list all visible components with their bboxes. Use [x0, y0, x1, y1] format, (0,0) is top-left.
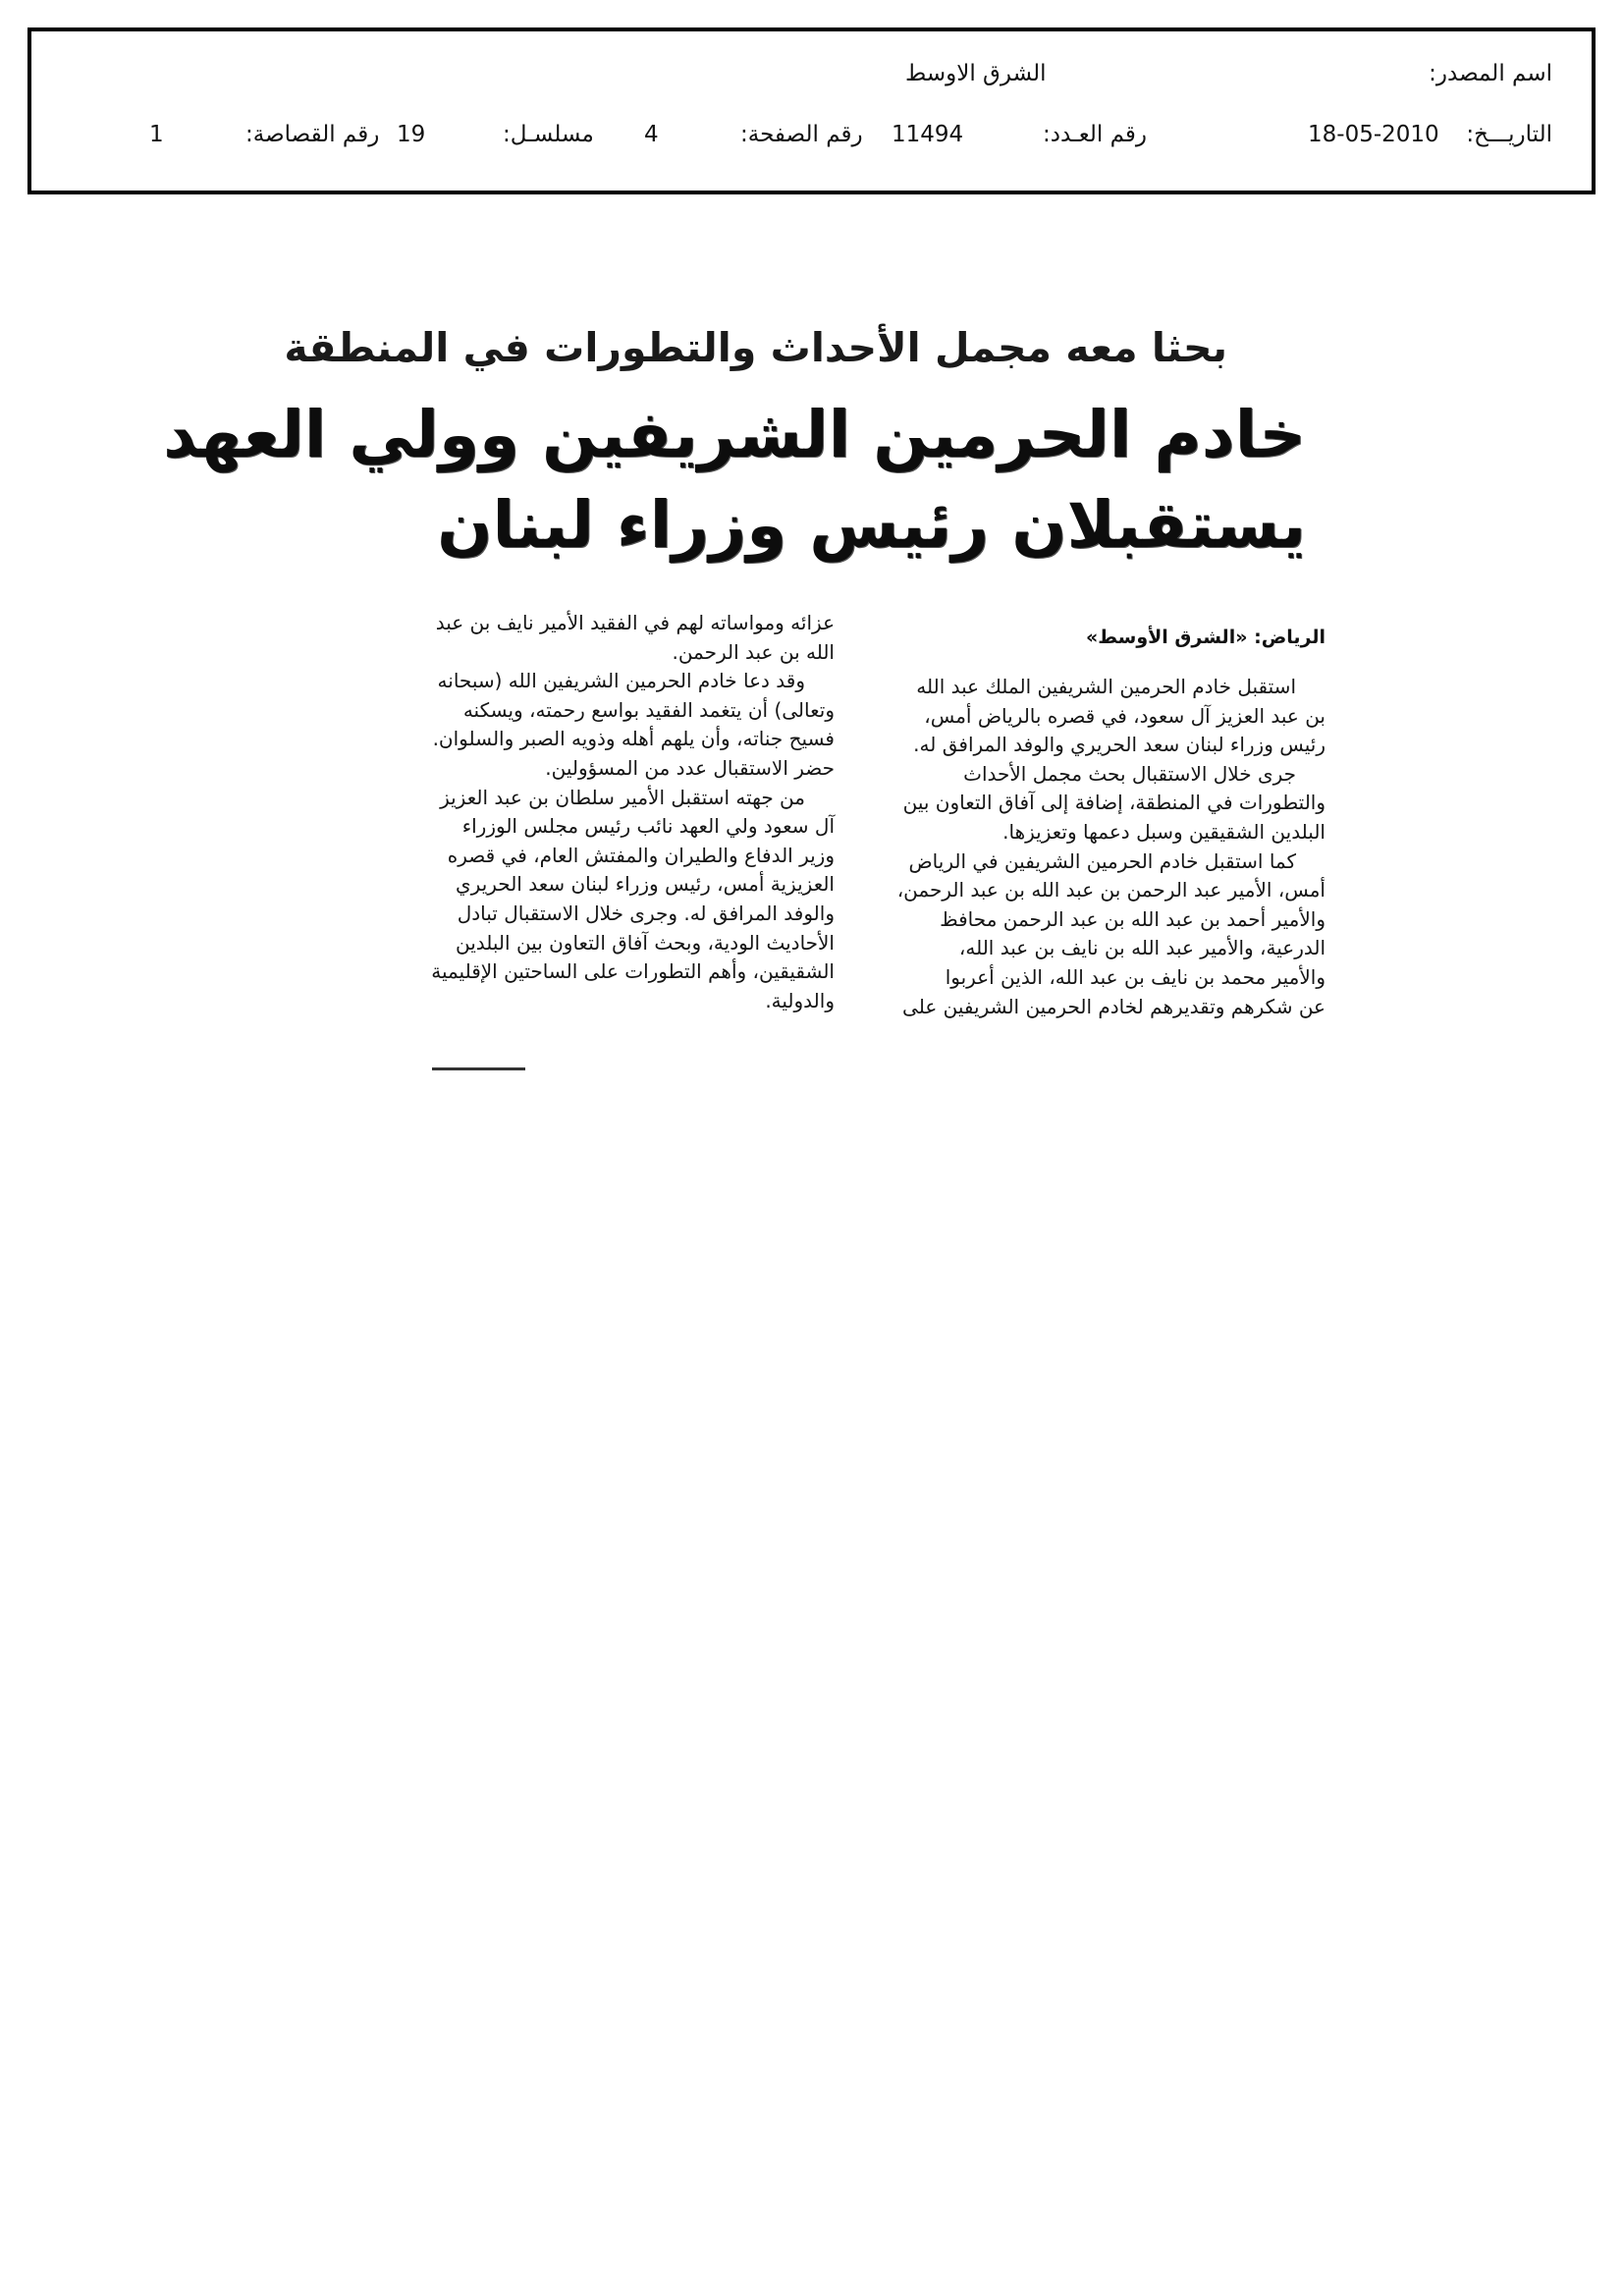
- body-line: الأحاديث الودية، وبحث آفاق التعاون بين البلدين: [455, 930, 835, 955]
- body-line: وزير الدفاع والطيران والمفتش العام، في قصره: [447, 843, 835, 867]
- article-dateline: الرياض: «الشرق الأوسط»: [1086, 627, 1325, 648]
- body-line: وقد دعا خادم الحرمين الشريفين الله (سبحانه: [437, 669, 805, 693]
- body-line: عن شكرهم وتقديرهم لخادم الحرمين الشريفين على: [902, 994, 1325, 1018]
- body-line: فسيح جناته، وأن يلهم أهله وذويه الصبر والسلوان.: [432, 727, 835, 751]
- body-line: الشقيقين، وأهم التطورات على الساحتين الإقليمية: [431, 959, 835, 984]
- page-value: 4: [644, 122, 659, 147]
- body-line: والتطورات في المنطقة، إضافة إلى آفاق التعاون بين: [902, 791, 1325, 815]
- body-line: من جهته استقبل الأمير سلطان بن عبد العزيز: [440, 785, 805, 809]
- body-line: رئيس وزراء لبنان سعد الحريري والوفد المرافق له.: [913, 733, 1325, 757]
- issue-label: رقم العـدد:: [1043, 122, 1148, 147]
- body-line: العزيزية أمس، رئيس وزراء لبنان سعد الحريري: [456, 872, 835, 897]
- clip-label: رقم القصاصة:: [245, 122, 380, 147]
- body-line: والأمير أحمد بن عبد الله بن عبد الرحمن محافظ: [940, 906, 1325, 931]
- body-line: الدرعية، والأمير عبد الله بن نايف بن عبد الله،: [958, 936, 1325, 960]
- serial-label: مسلسـل:: [503, 122, 594, 147]
- date-label: التاريـــخ:: [1466, 122, 1552, 147]
- issue-value: 11494: [892, 122, 964, 147]
- body-line: والأمير محمد بن نايف بن عبد الله، الذين أعربوا: [945, 964, 1325, 989]
- headline-line-2: يستقبلان رئيس وزراء لبنان: [437, 487, 1306, 563]
- newspaper-article: [163, 309, 1325, 1075]
- article-kicker: بحثا معه مجمل الأحداث والتطورات في المنطقة: [284, 324, 1227, 371]
- body-line: الله بن عبد الرحمن.: [672, 639, 835, 664]
- body-line: عزائه ومواساته لهم في الفقيد الأمير نايف بن عبد: [435, 611, 835, 634]
- article-column-left: [422, 609, 835, 1015]
- body-line: والدولية.: [765, 988, 835, 1012]
- clip-value: 1: [149, 122, 164, 147]
- date-value: 18-05-2010: [1308, 122, 1439, 147]
- body-line: كما استقبل خادم الحرمين الشريفين في الرياض: [908, 848, 1296, 873]
- clipping-header-box: [27, 27, 1596, 194]
- body-line: البلدين الشقيقين وسبل دعمها وتعزيزها.: [1002, 819, 1325, 844]
- headline-line-1: خادم الحرمين الشريفين وولي العهد: [163, 397, 1306, 472]
- body-line: آل سعود ولي العهد نائب رئيس مجلس الوزراء: [461, 814, 835, 839]
- article-end-rule: [432, 1067, 525, 1070]
- page-label: رقم الصفحة:: [740, 122, 863, 147]
- body-line: والوفد المرافق له. وجرى خلال الاستقبال تبادل: [457, 901, 835, 925]
- article-column-right: [884, 673, 1325, 1021]
- body-line: أمس، الأمير عبد الرحمن بن عبد الله بن عبد الرحمن،: [896, 878, 1325, 902]
- body-line: استقبل خادم الحرمين الشريفين الملك عبد الله: [916, 675, 1296, 698]
- body-line: حضر الاستقبال عدد من المسؤولين.: [545, 755, 835, 780]
- body-line: جرى خلال الاستقبال بحث مجمل الأحداث: [963, 761, 1296, 786]
- source-value: الشرق الاوسط: [905, 61, 1047, 86]
- body-line: بن عبد العزيز آل سعود، في قصره بالرياض أمس،: [924, 703, 1325, 728]
- serial-value: 19: [397, 122, 426, 147]
- source-label: اسم المصدر:: [1429, 61, 1552, 86]
- body-line: وتعالى) أن يتغمد الفقيد بواسع رحمته، ويسكنه: [462, 697, 835, 722]
